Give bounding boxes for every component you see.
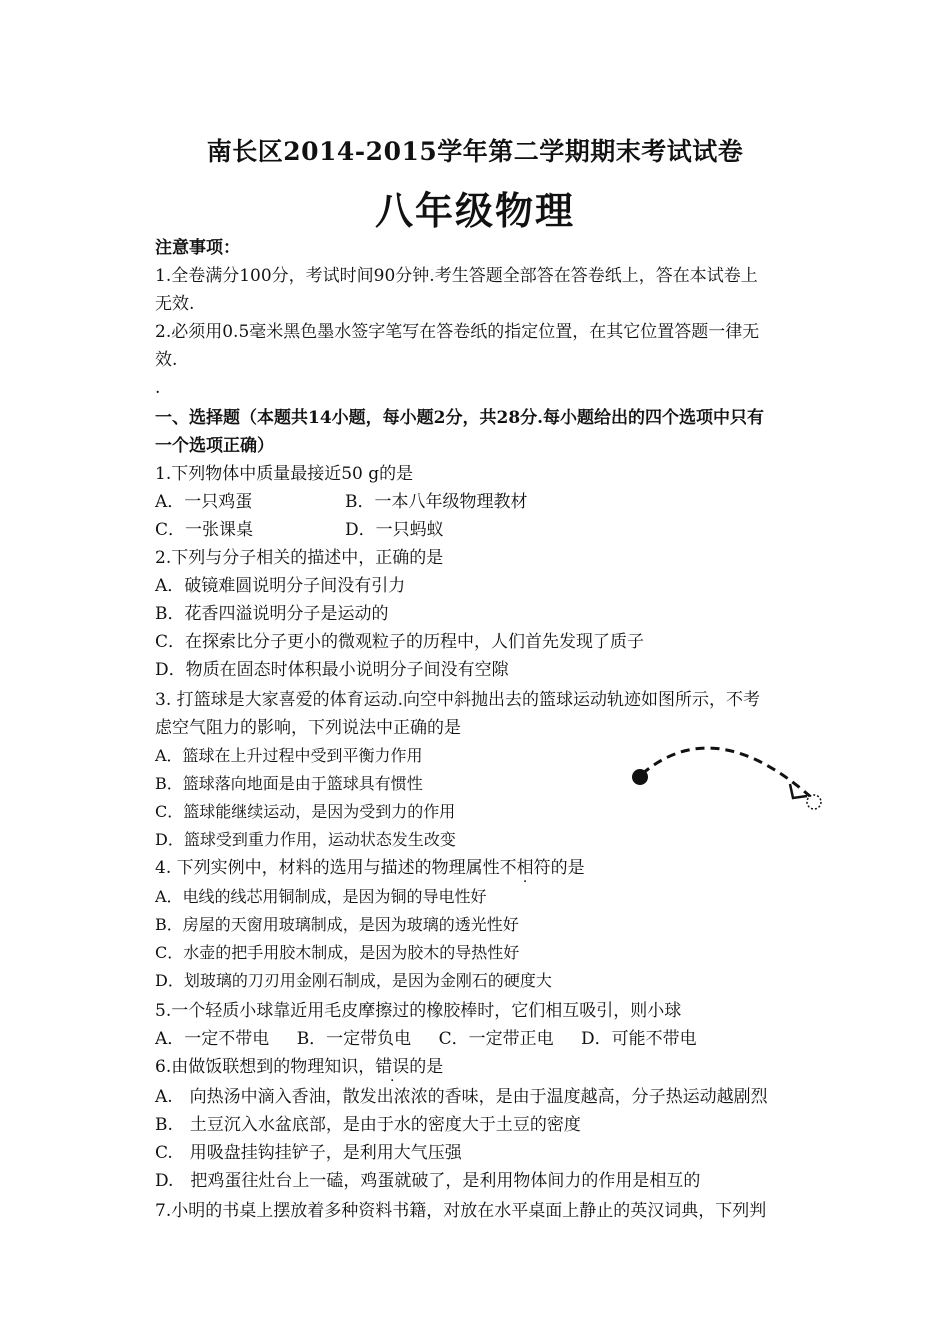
q3-option-a: A．篮球在上升过程中受到平衡力作用: [155, 746, 423, 765]
q5-option-a: A．一定不带电: [155, 1029, 270, 1049]
q6-stem-post: 的是: [409, 1057, 444, 1077]
q6-stem-emphasis: 错误: [375, 1057, 410, 1077]
notice-item-1-cont: 无效.: [155, 294, 195, 314]
q1-option-c: C．一张课桌: [155, 520, 254, 540]
exam-subject: 八年级物理: [374, 188, 575, 233]
q6-option-b: B. 土豆沉入水盆底部，是由于水的密度大于土豆的密度: [155, 1115, 581, 1135]
question-3-stem-cont: 虑空气阻力的影响，下列说法中正确的是: [155, 718, 461, 738]
q4-stem-post: 的是: [550, 858, 585, 878]
question-5-stem: 5.一个轻质小球靠近用毛皮摩擦过的橡胶棒时，它们相互吸引，则小球: [155, 1001, 682, 1021]
q2-option-c: C．在探索比分子更小的微观粒子的历程中，人们首先发现了质子: [155, 632, 645, 652]
question-4-stem: [155, 858, 585, 878]
q2-option-d: D．物质在固态时体积最小说明分子间没有空隙: [155, 660, 509, 680]
notice-item-1: 1.全卷满分100分，考试时间90分钟.考生答题全部答在答卷纸上，答在本试卷上: [155, 266, 758, 286]
q6-stem-pre: 6.由做饭联想到的物理知识，: [155, 1057, 376, 1077]
q4-option-b: B．房屋的天窗用玻璃制成，是因为玻璃的透光性好: [155, 915, 519, 934]
q6-option-c: C. 用吸盘挂钩挂铲子，是利用大气压强: [155, 1143, 462, 1163]
q1-option-d: D．一只蚂蚁: [345, 520, 444, 540]
q5-option-c: C．一定带正电: [438, 1029, 554, 1049]
q4-option-d: D．划玻璃的刀刃用金刚石制成，是因为金刚石的硬度大: [155, 971, 552, 990]
q2-option-a: A．破镜难圆说明分子间没有引力: [155, 576, 406, 596]
question-5-options: [155, 1029, 719, 1049]
ball-start: [632, 769, 648, 785]
q5-option-b: B．一定带负电: [296, 1029, 412, 1049]
q6-option-d: D. 把鸡蛋往灶台上一磕，鸡蛋就破了，是利用物体间力的作用是相互的: [155, 1171, 701, 1191]
q3-option-d: D．篮球受到重力作用，运动状态发生改变: [155, 830, 456, 849]
question-7-stem: 7.小明的书桌上摆放着多种资料书籍，对放在水平桌面上静止的英汉词典，下列判: [155, 1201, 767, 1221]
ball-end: [807, 795, 821, 809]
q1-option-b: B．一本八年级物理教材: [345, 492, 528, 512]
question-2-stem: 2.下列与分子相关的描述中，正确的是: [155, 548, 444, 568]
q4-stem-emphasis: 不相符: [499, 858, 551, 878]
section-heading: 一、选择题（本题共14小题，每小题2分，共28分.每小题给出的四个选项中只有: [155, 408, 765, 428]
q3-option-c: C．篮球能继续运动，是因为受到力的作用: [155, 802, 456, 821]
question-3-stem: 3. 打篮球是大家喜爱的体育运动.向空中斜抛出去的篮球运动轨迹如图所示，不考: [155, 690, 761, 710]
section-heading-cont: 一个选项正确）: [155, 436, 274, 456]
question-6-stem: [155, 1057, 443, 1077]
q3-option-b: B．篮球落向地面是由于篮球具有惯性: [155, 774, 423, 793]
question-1-stem: 1.下列物体中质量最接近50 g的是: [155, 464, 414, 484]
question-1-options-row1: [155, 492, 528, 512]
q6-option-a: A. 向热汤中滴入香油，散发出浓浓的香味，是由于温度越高，分子热运动越剧烈: [155, 1087, 768, 1107]
q1-option-a: A．一只鸡蛋: [155, 492, 253, 512]
q2-option-b: B．花香四溢说明分子是运动的: [155, 604, 389, 624]
notice-item-2-cont: 效.: [155, 350, 178, 370]
q4-stem-pre: 4. 下列实例中，材料的选用与描述的物理属性: [155, 858, 500, 878]
exam-title: 南长区2014-2015学年第二学期期末考试试卷: [206, 137, 744, 166]
q4-option-c: C．水壶的把手用胶木制成，是因为胶木的导热性好: [155, 943, 520, 962]
notice-item-2: 2.必须用0.5毫米黑色墨水签字笔写在答卷纸的指定位置，在其它位置答题一律无: [155, 322, 760, 342]
notice-heading: 注意事项：: [155, 238, 240, 258]
q5-option-d: D．可能不带电: [581, 1029, 697, 1049]
stray-mark: .: [155, 378, 161, 398]
q4-option-a: A．电线的线芯用铜制成，是因为铜的导电性好: [155, 887, 487, 906]
trajectory-dashed-path: [642, 748, 812, 798]
question-1-options-row2: [155, 520, 444, 540]
basketball-trajectory-figure: [620, 740, 840, 830]
